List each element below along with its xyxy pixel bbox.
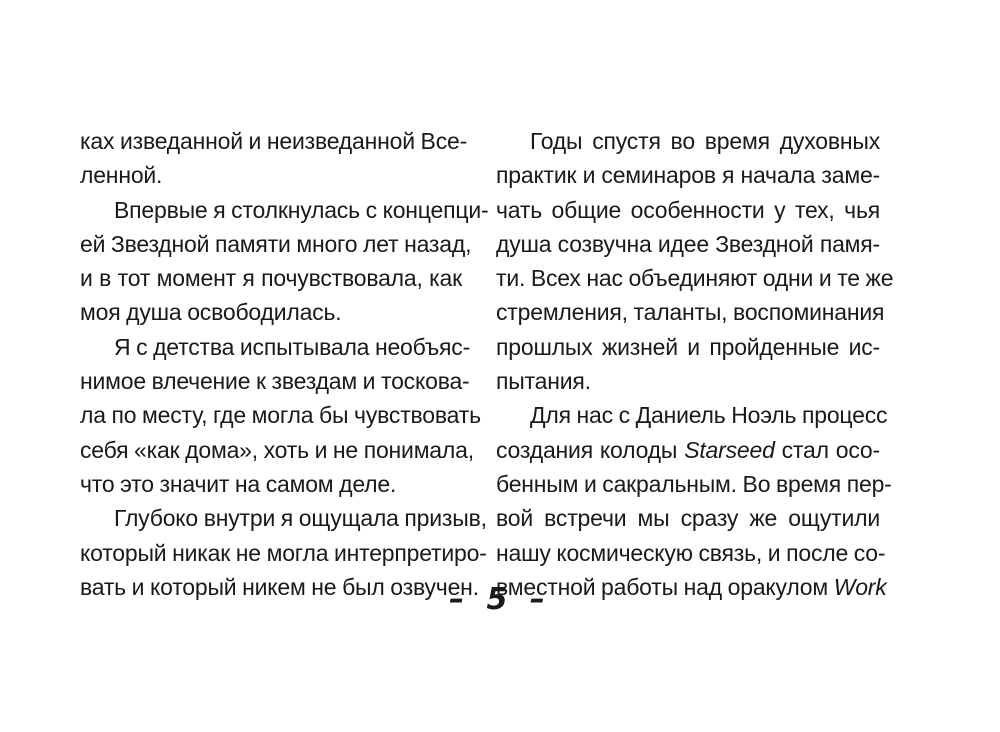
text-line: чать общие особенности у тех, чья xyxy=(496,196,880,223)
text-line: нашу космическую связь, и после со- xyxy=(496,539,886,566)
text-line: нимое влечение к звездам и тоскова- xyxy=(80,368,470,395)
text-line: бенным и сакральным. Во время пер- xyxy=(496,470,892,497)
text-segment: вместной работы над оракулом xyxy=(496,573,834,600)
text-line: стремления, таланты, воспоминания xyxy=(496,299,885,326)
text-line: практик и семинаров я начала заме- xyxy=(496,162,880,189)
text-line: Годы спустя во время духовных xyxy=(530,128,880,154)
left-text-column xyxy=(80,124,489,604)
text-line: ленной. xyxy=(80,162,163,189)
text-line: Впервые я столкнулась с концепци- xyxy=(114,196,489,223)
text-segment: стал осо- xyxy=(774,436,880,463)
text-line: душа созвучна идее Звездной памя- xyxy=(496,230,880,257)
text-line: ках изведанной и неизведанной Все- xyxy=(80,128,468,154)
text-line: и в тот момент я почувствовала, как xyxy=(80,265,462,292)
right-text-column xyxy=(496,124,894,604)
text-line: ей Звездной памяти много лет назад, xyxy=(80,230,472,257)
italic-title: Starseed xyxy=(684,436,775,463)
text-line: Для нас с Даниель Ноэль процесс xyxy=(530,402,888,429)
text-line: пытания. xyxy=(496,368,591,395)
text-line: вать и который никем не был озвучен. xyxy=(80,573,479,600)
text-line: что это значит на самом деле. xyxy=(80,470,397,497)
text-line: моя душа освободилась. xyxy=(80,299,342,326)
page-number: – 5 – xyxy=(449,582,551,617)
text-line: ла по месту, где могла бы чувствовать xyxy=(80,402,481,429)
text-line: себя «как дома», хоть и не понимала, xyxy=(80,436,474,463)
text-line: который никак не могла интерпретиро- xyxy=(80,539,487,566)
text-line: ти. Всех нас объединяют одни и те же xyxy=(496,265,894,292)
text-line: вой встречи мы сразу же ощутили xyxy=(496,505,880,532)
text-segment: создания колоды xyxy=(496,436,685,463)
text-line: Я с детства испытывала необъяс- xyxy=(114,333,471,360)
text-line: прошлых жизней и пройденные ис- xyxy=(496,333,880,360)
text-line xyxy=(496,433,880,467)
italic-title: Work xyxy=(833,573,887,600)
text-line: Глубоко внутри я ощущала призыв, xyxy=(114,505,487,532)
